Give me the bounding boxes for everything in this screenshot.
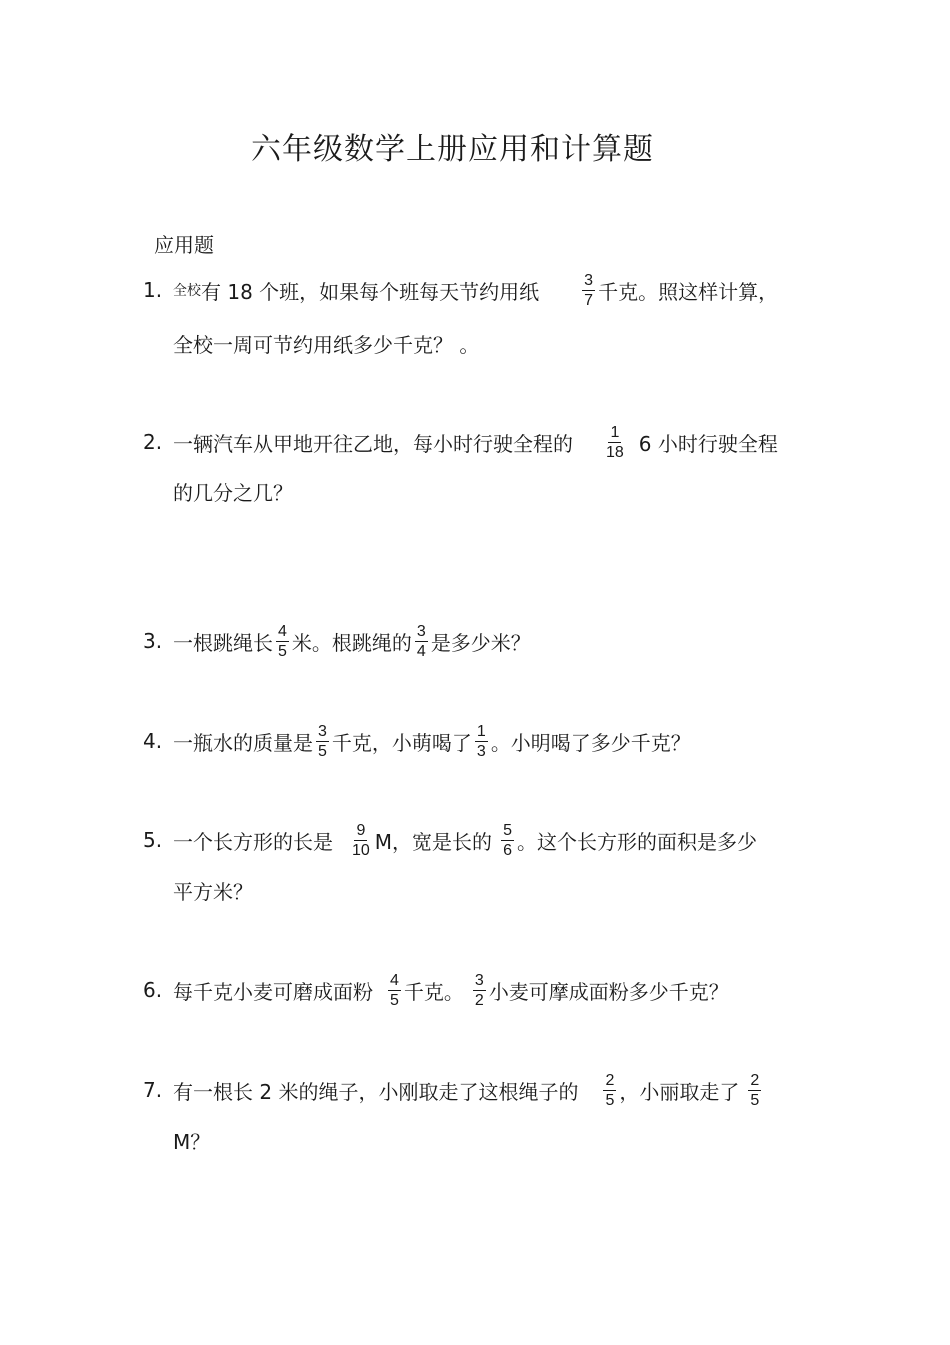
fraction-numerator: 3	[584, 271, 594, 289]
problem-text: 。这个长方形的面积是多少	[516, 829, 757, 854]
fraction-denominator: 5	[318, 742, 327, 760]
problem-number: 5.	[143, 828, 163, 852]
fraction-denominator: 4	[416, 642, 426, 660]
problem-7-line-2	[173, 1114, 210, 1166]
fraction-denominator: 10	[352, 841, 370, 859]
problem-text: 有 18 个班，如果每个班每天节约用纸	[201, 279, 540, 304]
fraction-numerator: 3	[416, 622, 426, 640]
problem-text: 每千克小麦可磨成面粉	[173, 979, 373, 1004]
fraction-numerator: 3	[474, 971, 484, 989]
problem-4-line-1	[143, 715, 691, 767]
fraction-denominator: 5	[605, 1091, 615, 1109]
problem-text: 小麦可摩成面粉多少千克？	[488, 979, 729, 1004]
problem-7-line-1	[143, 1064, 764, 1116]
fraction-numerator: 4	[278, 622, 287, 640]
fraction	[475, 723, 488, 760]
fraction-denominator: 6	[503, 841, 512, 859]
problem-1-line-2	[173, 317, 479, 369]
problem-number: 4.	[143, 729, 163, 753]
problem-number: 1.	[143, 278, 163, 302]
problem-number: 3.	[143, 629, 163, 653]
fraction-denominator: 2	[474, 991, 484, 1009]
problem-text: 是多少米？	[430, 630, 531, 655]
fraction-numerator: 1	[476, 722, 486, 740]
problem-text: 千克，小萌喝了	[331, 730, 472, 755]
fraction	[415, 623, 428, 660]
problem-text: 一个长方形的长是	[173, 829, 333, 854]
problem-text: 平方米？	[173, 879, 253, 904]
problem-text: 千克。	[403, 979, 464, 1004]
fraction-numerator: 3	[318, 722, 327, 740]
fraction-denominator: 5	[278, 642, 287, 660]
fraction	[604, 424, 626, 461]
section-label: 应用题	[154, 233, 214, 257]
problem-text: 千克。照这样计算，	[598, 279, 779, 304]
problem-5-line-2	[173, 864, 253, 916]
problem-text: 的几分之几？	[173, 480, 293, 505]
fraction	[603, 1072, 616, 1109]
fraction	[748, 1072, 761, 1109]
problem-text: 米。根跳绳的	[291, 630, 412, 655]
problem-text: 全校一周可节约用纸多少千克？ 。	[173, 332, 480, 357]
fraction-denominator: 18	[606, 443, 624, 461]
problem-text: 一根跳绳长	[173, 630, 273, 655]
fraction	[388, 972, 401, 1009]
fraction-numerator: 1	[610, 423, 620, 441]
fraction-denominator: 5	[390, 991, 399, 1009]
problem-5-line-1	[143, 814, 757, 866]
problem-1-line-1	[143, 264, 778, 316]
problem-number: 2.	[143, 430, 163, 454]
fraction	[350, 822, 372, 859]
problem-text: 6 小时行驶全程	[638, 431, 778, 456]
fraction-denominator: 5	[750, 1091, 760, 1109]
problem-text: 一瓶水的质量是	[173, 730, 313, 755]
page-title: 六年级数学上册应用和计算题	[251, 132, 654, 167]
problem-text: 全校	[173, 283, 201, 299]
fraction	[582, 272, 595, 309]
problem-number: 6.	[143, 978, 163, 1002]
problem-text: M？	[173, 1129, 211, 1154]
problem-text: M，宽是长的	[374, 829, 493, 854]
fraction-numerator: 2	[750, 1071, 760, 1089]
problem-2-line-1	[143, 416, 778, 468]
fraction	[316, 723, 329, 760]
problem-text: ，小丽取走了	[619, 1079, 740, 1104]
problem-text: 一辆汽车从甲地开往乙地，每小时行驶全程的	[173, 431, 573, 456]
problem-2-line-2	[173, 465, 293, 517]
fraction-denominator: 3	[476, 742, 486, 760]
fraction-numerator: 5	[503, 821, 512, 839]
fraction-denominator: 7	[584, 291, 594, 309]
problem-text: 。小明喝了多少千克？	[490, 730, 691, 755]
problem-number: 7.	[143, 1078, 163, 1102]
fraction-numerator: 9	[356, 821, 366, 839]
problem-3-line-1	[143, 615, 531, 667]
fraction-numerator: 2	[605, 1071, 615, 1089]
fraction	[501, 822, 514, 859]
fraction-numerator: 4	[390, 971, 399, 989]
fraction	[473, 972, 486, 1009]
problem-6-line-1	[143, 964, 729, 1016]
fraction	[276, 623, 289, 660]
problem-text: 有一根长 2 米的绳子，小刚取走了这根绳子的	[173, 1079, 579, 1104]
